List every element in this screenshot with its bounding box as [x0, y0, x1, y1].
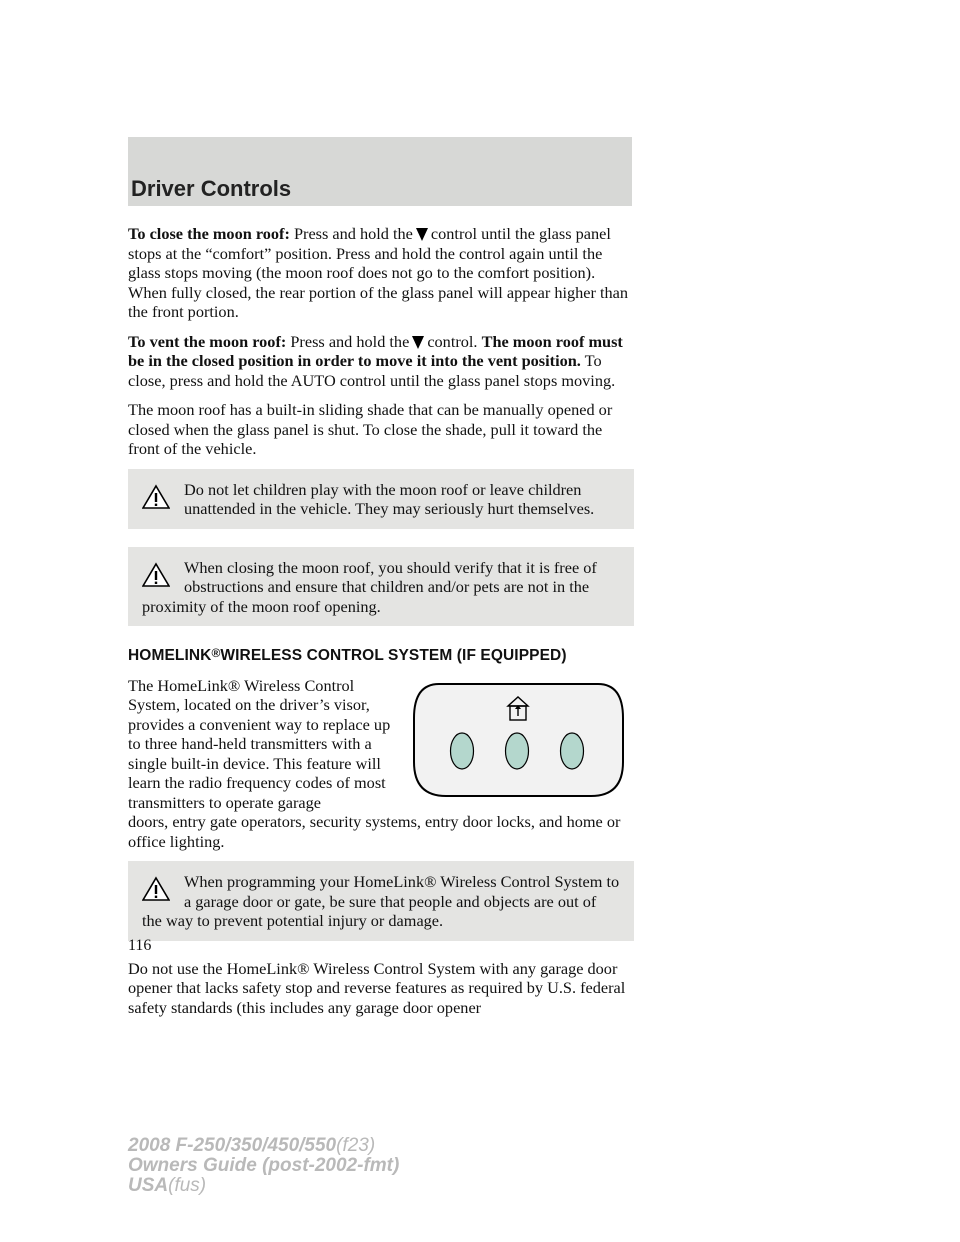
close-roof-paragraph: To close the moon roof: Press and hold the control until the glass panel stops at the “comfort” position. Press and hold the control again until the glass stops moving (the moon roof does not go to the comfort position). When fully closed, the rear portion of the glass panel will appear higher than the front portion. [128, 224, 629, 321]
page-number: 116 [128, 937, 152, 954]
vent-control-icon [411, 334, 425, 350]
vent-roof-note: The moon roof must be in the closed position in order to move it into the vent position. [128, 331, 623, 370]
homelink-intro-text: The HomeLink® Wireless Control System, located on the driver’s visor, provides a convenient way to replace up to three hand-held transmitters with a single built-in device. This feature will learn the radio frequency codes of most transmitters to operate garage [128, 675, 391, 812]
warning-box-children: Do not let children play with the moon roof or leave children unattended in the vehicle. They may seriously hurt themselves. [128, 469, 634, 529]
warning-triangle-icon [142, 562, 170, 588]
vent-roof-paragraph: To vent the moon roof: Press and hold the control. The moon roof must be in the closed position in order to move it into the vent position. To close, press and hold the AUTO control until the glass panel stops moving. [128, 331, 623, 390]
section-title: Driver Controls [131, 176, 292, 201]
close-roof-heading: To close the moon roof: [128, 224, 290, 243]
vent-roof-heading: To vent the moon roof: [128, 331, 287, 351]
close-control-icon [415, 226, 429, 242]
homelink-button-1[interactable] [451, 733, 474, 769]
homelink-heading: HOMELINK®WIRELESS CONTROL SYSTEM (IF EQUIPPED) [128, 646, 567, 664]
page-body [128, 224, 634, 1027]
warning-triangle-icon [142, 484, 170, 510]
homelink-button-2[interactable] [506, 733, 529, 769]
warning-triangle-icon [142, 876, 170, 902]
homelink-panel-figure [409, 678, 628, 802]
document-footer: 2008 F-250/350/450/550(f23) Owners Guide (post-2002-fmt) USA(fus) [128, 1135, 400, 1196]
homelink-caution-paragraph: Do not use the HomeLink® Wireless Control System with any garage door opener that lacks safety stop and reverse features as required by U.S. federal safety standards (this includes any garage door opener [128, 958, 626, 1017]
homelink-intro-continuation: doors, entry gate operators, security systems, entry door locks, and home or office lighting. [128, 812, 621, 851]
warning-box-programming: When programming your HomeLink® Wireless Control System to a garage door or gate, be sure that people and objects are out of the way to prevent potential injury or damage. [128, 861, 634, 941]
shade-paragraph: The moon roof has a built-in sliding shade that can be manually opened or closed when the glass panel is shut. To close the shade, pull it toward the front of the vehicle. [128, 400, 613, 458]
homelink-section [128, 676, 634, 852]
warning-box-obstructions: When closing the moon roof, you should verify that it is free of obstructions and ensure that children and/or pets are not in the proximity of the moon roof opening. [128, 547, 634, 627]
homelink-button-3[interactable] [561, 733, 584, 769]
